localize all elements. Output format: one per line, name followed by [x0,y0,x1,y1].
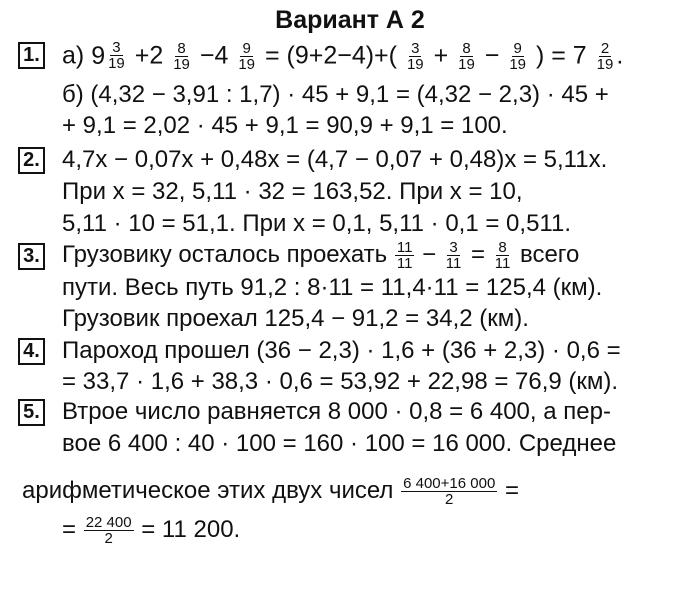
task2-line-3: 5,11 · 10 = 51,1. При x = 0,1, 5,11 · 0,1 = 0,511. [62,210,571,237]
fraction: $\frac{9}{19}$ [509,40,527,74]
task1-a-label: а) [62,41,85,70]
fraction: $\frac{6 400+16 000}{2}$ [403,475,496,509]
mixed-number: 9 $\frac{3}{19}$ [91,39,125,72]
task2-line-1: 4,7x − 0,07x + 0,48x = (4,7 − 0,07 + 0,48)x = 5,11x. [62,146,608,173]
task5-line-1: Втрое число равняется 8 000 · 0,8 = 6 400, а пер- [62,398,611,425]
task1-line-a: а) 9 $\frac{3}{19}$ +2 $\frac{8}{19}$ −4 $\frac{9}{19}$ = (9+2−4)+( $\frac{3}{19}$ + $\frac{8}{19}$ − $\frac{9}{19}$ ) = 7 $\frac{2}{19}$ . [62,39,624,74]
task-number-2: 2. [18,147,45,174]
fraction: $\frac{8}{19}$ [458,40,475,74]
task5-line-4: = $\frac{22 400}{2}$ = 11 200. [62,514,241,548]
task3-line-1: Грузовику осталось проехать $\frac{11}{11}$ − $\frac{3}{11}$ = $\frac{8}{11}$ всего [62,239,580,273]
fraction: $\frac{3}{19}$ [108,39,125,72]
fraction: $\frac{9}{19}$ [238,40,255,74]
task2-line-2: При x = 32, 5,11 · 32 = 163,52. При x = 10, [62,178,523,205]
task-number-5: 5. [18,399,45,426]
fraction: $\frac{3}{19}$ [406,40,424,74]
task-number-4: 4. [18,338,45,365]
fraction: $\frac{2}{19}$ [596,40,614,74]
fraction: $\frac{11}{11}$ [396,239,413,273]
page-title: Вариант А 2 [275,6,425,34]
fraction: $\frac{8}{19}$ [173,40,190,74]
task4-line-2: = 33,7 · 1,6 + 38,3 · 0,6 = 53,92 + 22,98 = 76,9 (км). [62,368,619,395]
fraction: $\frac{3}{11}$ [445,239,462,273]
task4-line-1: Пароход прошел (36 − 2,3) · 1,6 + (36 + 2,3) · 0,6 = [62,337,621,364]
task3-line-3: Грузовик проехал 125,4 − 91,2 = 34,2 (км). [62,305,529,332]
fraction: $\frac{8}{11}$ [494,239,511,273]
task-number-1: 1. [18,42,45,69]
task5-line-3: арифметическое этих двух чисел $\frac{6 400+16 000}{2}$ = [22,475,519,509]
task3-line-2: пути. Весь путь 91,2 : 8·11 = 11,4·11 = 125,4 (км). [62,274,603,301]
task5-line-2: вое 6 400 : 40 · 100 = 160 · 100 = 16 000. Среднее [62,430,617,457]
task-number-3: 3. [18,243,45,270]
task1-line-b2: + 9,1 = 2,02 · 45 + 9,1 = 90,9 + 9,1 = 100. [62,112,508,139]
fraction: $\frac{22 400}{2}$ [85,514,132,548]
task1-line-b1: б) (4,32 − 3,91 : 1,7) · 45 + 9,1 = (4,32 − 2,3) · 45 + [62,81,609,108]
